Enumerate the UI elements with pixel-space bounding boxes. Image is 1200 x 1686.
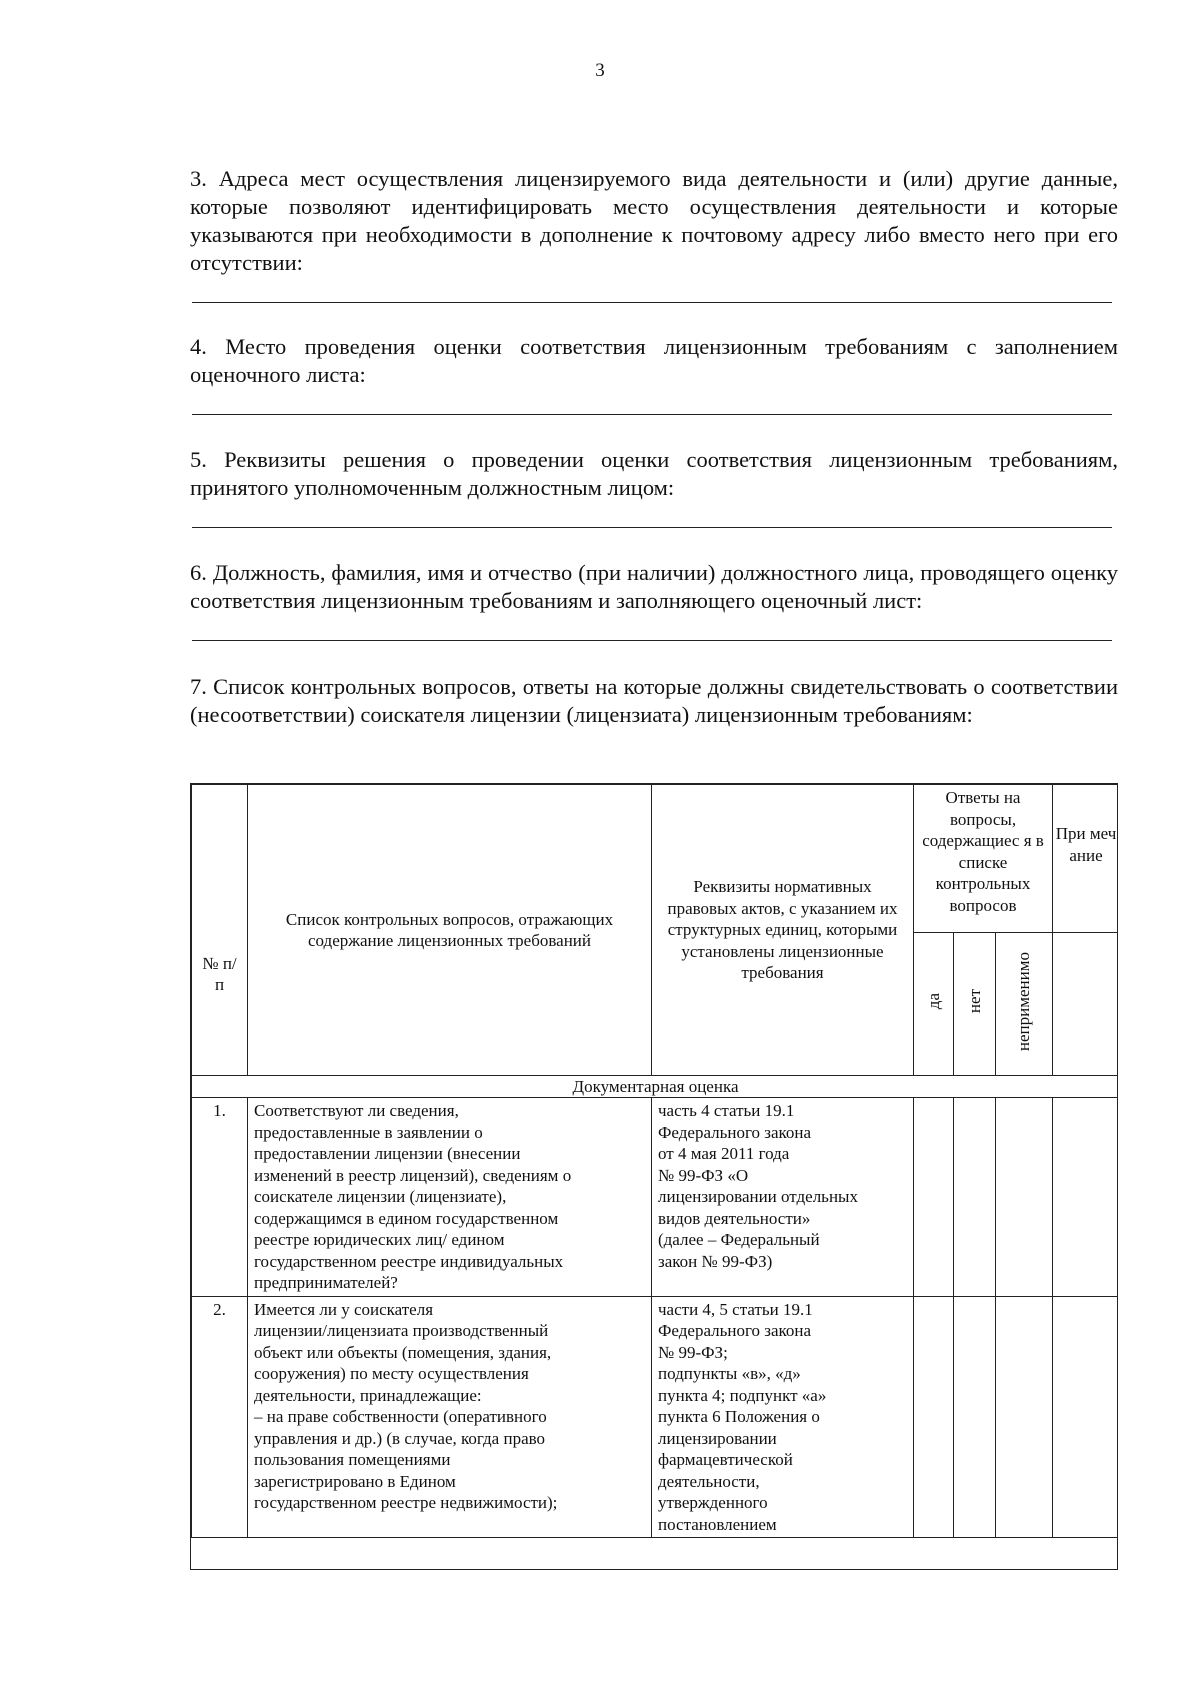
question-line: управления и др.) (в случае, когда право: [254, 1428, 546, 1448]
question-line: предоставленные в заявлении о: [254, 1122, 483, 1142]
header-no-label: нет: [964, 989, 984, 1014]
question-line: объект или объекты (помещения, здания,: [254, 1342, 552, 1362]
question-line: лицензии/лицензиата производственный: [254, 1321, 549, 1340]
question-line: реестре юридических лиц/ едином: [254, 1230, 505, 1249]
requisite-line: закон № 99-ФЗ): [658, 1251, 773, 1271]
requisite-line: лицензировании: [658, 1428, 777, 1448]
question-line: предпринимателей?: [254, 1273, 398, 1292]
question-line: содержащимся в едином государственном: [254, 1208, 559, 1228]
question-line: Имеется ли у соискателя: [254, 1299, 434, 1319]
header-note: При меч ание: [1053, 785, 1118, 933]
section-4-fill-line: [192, 414, 1112, 415]
checklist-table: [191, 784, 1118, 1538]
requisite-line: Федерального закона: [658, 1321, 812, 1340]
page-number: 3: [595, 60, 605, 81]
row-question: [248, 1296, 652, 1538]
question-line: сооружения) по месту осуществления: [254, 1364, 529, 1383]
question-line: Соответствуют ли сведения,: [254, 1101, 459, 1120]
question-line: соискателе лицензии (лицензиате),: [254, 1187, 507, 1206]
checklist-table-container: [190, 783, 1118, 1570]
answer-no-cell[interactable]: [954, 1098, 996, 1297]
requisite-line: фармацевтической: [658, 1450, 793, 1469]
section-4-text: 4. Место проведения оценки соответствия лицензионным требованиям с заполнением оценочного листа:: [190, 334, 1118, 387]
table-section-row: [192, 1076, 1119, 1098]
row-number: 2.: [192, 1296, 248, 1538]
row-number: 1.: [192, 1098, 248, 1297]
header-not-applicable: [996, 933, 1053, 1076]
requisite-line: части 4, 5 статьи 19.1: [658, 1299, 813, 1319]
section-5-fill-line: [192, 527, 1112, 528]
header-number: № п/п: [192, 785, 248, 1076]
note-cell[interactable]: [1053, 1296, 1118, 1538]
row-requisites: [652, 1296, 914, 1538]
header-not-applicable-label: неприменимо: [1014, 951, 1034, 1051]
requisite-line: пункта 4; подпункт «а»: [658, 1385, 827, 1405]
row-question: [248, 1098, 652, 1297]
note-cell[interactable]: [1053, 1098, 1118, 1297]
answer-yes-cell[interactable]: [914, 1296, 954, 1538]
table-row: [192, 1296, 1119, 1538]
header-requisites: Реквизиты нормативных правовых актов, с указанием их структурных единиц, которыми установлены лицензионные требования: [652, 785, 914, 1076]
section-6-text: 6. Должность, фамилия, имя и отчество (при наличии) должностного лица, проводящего оценку соответствия лицензионным требованиям и заполняющего оценочный лист:: [190, 560, 1118, 613]
requisite-line: от 4 мая 2011 года: [658, 1144, 790, 1163]
section-6-fill-line: [192, 640, 1112, 641]
requisite-line: № 99-ФЗ «О: [658, 1165, 749, 1185]
header-answers: Ответы на вопросы, содержащиес я в списке контрольных вопросов: [914, 785, 1053, 933]
section-3-text: 3. Адреса мест осуществления лицензируемого вида деятельности и (или) другие данные, которые позволяют идентифицировать место осуществления деятельности и которые указываются при необходимости в дополнение к почтовому адресу либо вместо него при его отсутствии:: [190, 166, 1118, 275]
answer-not-applicable-cell[interactable]: [996, 1098, 1053, 1297]
requisite-line: лицензировании отдельных: [658, 1187, 858, 1206]
requisite-line: видов деятельности»: [658, 1208, 811, 1228]
table-row: [192, 1098, 1119, 1297]
section-5-text: 5. Реквизиты решения о проведении оценки соответствия лицензионным требованиям, принятого уполномоченным должностным лицом:: [190, 447, 1118, 500]
header-questions: Список контрольных вопросов, отражающих содержание лицензионных требований: [248, 785, 652, 1076]
question-line: предоставлении лицензии (внесении: [254, 1144, 521, 1163]
section-title: Документарная оценка: [192, 1076, 1119, 1098]
section-7-text: 7. Список контрольных вопросов, ответы на которые должны свидетельствовать о соответствии (несоответствии) соискателя лицензии (лицензиата) лицензионным требованиям:: [190, 674, 1118, 727]
answer-not-applicable-cell[interactable]: [996, 1296, 1053, 1538]
question-line: государственном реестре индивидуальных: [254, 1251, 564, 1271]
header-yes: [914, 933, 954, 1076]
table-header-row: [192, 785, 1119, 933]
section-3-fill-line: [192, 302, 1112, 303]
question-line: государственном реестре недвижимости);: [254, 1493, 558, 1512]
requisite-line: постановлением: [658, 1514, 777, 1534]
header-no: [954, 933, 996, 1076]
row-requisites: [652, 1098, 914, 1297]
requisite-line: часть 4 статьи 19.1: [658, 1101, 795, 1120]
question-line: изменений в реестр лицензий), сведениям о: [254, 1165, 572, 1185]
question-line: пользования помещениями: [254, 1450, 451, 1469]
requisite-line: (далее – Федеральный: [658, 1230, 820, 1249]
requisite-line: № 99-ФЗ;: [658, 1342, 728, 1362]
question-line: – на праве собственности (оперативного: [254, 1407, 547, 1426]
answer-no-cell[interactable]: [954, 1296, 996, 1538]
requisite-line: Федерального закона: [658, 1122, 812, 1142]
requisite-line: пункта 6 Положения о: [658, 1407, 820, 1426]
requisite-line: подпункты «в», «д»: [658, 1364, 801, 1383]
question-line: деятельности, принадлежащие:: [254, 1385, 482, 1405]
header-yes-label: да: [923, 993, 943, 1010]
answer-yes-cell[interactable]: [914, 1098, 954, 1297]
question-line: зарегистрировано в Едином: [254, 1471, 456, 1491]
requisite-line: деятельности,: [658, 1471, 760, 1491]
header-note-blank: [1053, 933, 1118, 1076]
requisite-line: утвержденного: [658, 1493, 768, 1512]
